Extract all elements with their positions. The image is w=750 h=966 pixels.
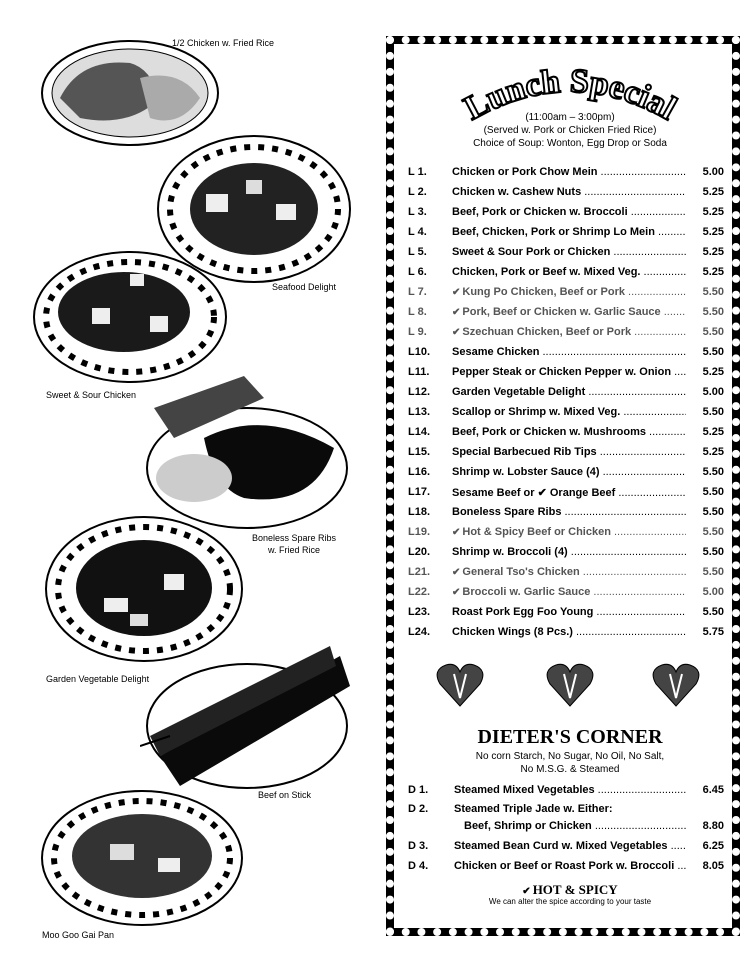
caption-moo-goo: Moo Goo Gai Pan: [42, 930, 115, 940]
hot-spicy-note: We can alter the spice according to your taste: [488, 897, 652, 906]
item-name-text: Szechuan Chicken, Beef or Pork: [462, 326, 632, 338]
item-name: [452, 526, 686, 538]
spare-ribs-photo: [144, 368, 350, 536]
item-price: 5.50: [702, 406, 724, 418]
item-code: L20.: [408, 546, 431, 558]
item-code: L 1.: [408, 166, 427, 178]
item-code: L17.: [408, 486, 431, 498]
menu-item-row: [408, 546, 724, 558]
item-price: 5.25: [702, 246, 724, 258]
item-name: [452, 386, 686, 398]
sweet-sour-chicken-photo: [32, 250, 228, 385]
item-price: 5.25: [702, 266, 724, 278]
item-name-text: Shrimp w. Lobster Sauce (4): [452, 466, 600, 478]
menu-item-row: [408, 566, 724, 578]
dieters-corner-title: DIETER'S CORNER: [477, 726, 663, 748]
item-price: 5.50: [702, 606, 724, 618]
beef-on-stick-photo: [140, 636, 354, 796]
item-code: D 3.: [408, 840, 429, 852]
item-code: D 2.: [408, 803, 429, 815]
item-code: L 2.: [408, 186, 427, 198]
item-name: [452, 306, 686, 318]
item-name: Chicken or Beef or Roast Pork w. Broccoli .....: [454, 860, 686, 872]
menu-item-row: [408, 466, 724, 478]
menu-item-row: [408, 306, 724, 318]
item-name: [452, 186, 686, 198]
item-code: L 5.: [408, 246, 427, 258]
item-name: [452, 626, 686, 638]
dieter-item-row: [408, 820, 724, 832]
item-price: 5.50: [702, 506, 724, 518]
lunch-soup: Choice of Soup: Wonton, Egg Drop or Soda: [473, 138, 667, 149]
item-name-text: Hot & Spicy Beef or Chicken: [462, 526, 611, 538]
item-code: L12.: [408, 386, 431, 398]
item-name-text: Beef, Pork or Chicken w. Mushrooms: [452, 426, 646, 438]
item-price: 5.25: [702, 186, 724, 198]
item-price: 5.00: [702, 386, 724, 398]
item-price: 5.25: [702, 366, 724, 378]
item-name: [452, 606, 686, 618]
dieter-item-row: [408, 840, 724, 852]
item-name-text: Boneless Spare Ribs: [452, 506, 562, 518]
item-price: 5.50: [702, 326, 724, 338]
chili-pepper-icon: ✔: [452, 327, 461, 338]
chili-pepper-icon: ✔: [452, 527, 461, 538]
menu-item-row: [408, 166, 724, 178]
item-price: 5.25: [702, 446, 724, 458]
item-code: L 9.: [408, 326, 427, 338]
menu-item-row: [408, 606, 724, 618]
caption-spare-ribs-1: Boneless Spare Ribs: [252, 533, 337, 543]
item-price: 5.50: [702, 306, 724, 318]
item-name-text: Kung Po Chicken, Beef or Pork: [462, 286, 625, 298]
item-name: [452, 226, 686, 238]
item-code: L24.: [408, 626, 431, 638]
item-price: [686, 803, 724, 815]
item-name-text: Beef, Pork or Chicken w. Broccoli: [452, 206, 628, 218]
item-price: 5.50: [702, 286, 724, 298]
item-name: [452, 506, 686, 518]
item-code: L 7.: [408, 286, 427, 298]
menu-item-row: [408, 226, 724, 238]
item-name: [452, 286, 686, 298]
lunch-hours: (11:00am – 3:00pm): [525, 112, 615, 123]
item-name: [452, 586, 686, 598]
menu-item-row: [408, 286, 724, 298]
menu-item-row: [408, 626, 724, 638]
chili-pepper-icon: ✔: [452, 587, 461, 598]
item-name-text: Chicken or Pork Chow Mein: [452, 166, 598, 178]
item-name: [452, 406, 686, 418]
chili-pepper-icon: ✔: [452, 287, 461, 298]
menu-item-row: [408, 446, 724, 458]
item-name-text: Garden Vegetable Delight: [452, 386, 586, 398]
lunch-served: (Served w. Pork or Chicken Fried Rice): [483, 125, 657, 136]
caption-seafood: Seafood Delight: [272, 282, 337, 292]
caption-beef-on-stick: Beef on Stick: [258, 790, 312, 800]
item-price: 5.50: [702, 566, 724, 578]
menu-item-row: [408, 346, 724, 358]
item-name: Steamed Bean Curd w. Mixed Vegetables .....: [454, 840, 686, 852]
item-name-text: Special Barbecued Rib Tips: [452, 446, 597, 458]
item-code: L14.: [408, 426, 431, 438]
item-name: [452, 466, 686, 478]
heart-icon: [652, 662, 700, 708]
item-name-text: Scallop or Shrimp w. Mixed Veg.: [452, 406, 621, 418]
heart-icon: [546, 662, 594, 708]
moo-goo-gai-pan-photo: [40, 788, 244, 928]
item-name-text: Chicken, Pork or Beef w. Mixed Veg.: [452, 266, 641, 278]
item-name-text: Sesame Chicken: [452, 346, 540, 358]
item-code: L 6.: [408, 266, 427, 278]
chili-pepper-icon: ✔: [452, 307, 461, 318]
item-price: 5.50: [702, 526, 724, 538]
item-price: 5.25: [702, 426, 724, 438]
item-price: 5.25: [702, 206, 724, 218]
item-name-text: Chicken Wings (8 Pcs.): [452, 626, 573, 638]
item-name: [452, 426, 686, 438]
item-name-text: General Tso's Chicken: [462, 566, 580, 578]
item-name-text: Beef, Chicken, Pork or Shrimp Lo Mein: [452, 226, 655, 238]
item-name-text: Chicken w. Cashew Nuts: [452, 186, 582, 198]
item-name: [452, 266, 686, 278]
item-name-text: Sweet & Sour Pork or Chicken: [452, 246, 611, 258]
item-name: Beef, Shrimp or Chicken .....: [454, 820, 686, 832]
menu-item-row: [408, 386, 724, 398]
item-price: 5.50: [702, 466, 724, 478]
chili-pepper-icon: ✔: [522, 886, 531, 897]
item-price: 5.50: [702, 346, 724, 358]
item-code: L10.: [408, 346, 431, 358]
item-price: 5.00: [702, 166, 724, 178]
dieter-note-2: No M.S.G. & Steamed: [520, 764, 620, 775]
hot-spicy-label: ✔ HOT & SPICY: [522, 882, 618, 897]
item-price: 6.25: [702, 840, 724, 852]
item-name-text: Pepper Steak or Chicken Pepper w. Onion: [452, 366, 672, 378]
item-code: L 3.: [408, 206, 427, 218]
dieter-item-row: [408, 860, 724, 872]
item-name-text: Shrimp w. Broccoli (4): [452, 546, 568, 558]
lunch-title-text: Lunch Special: [458, 62, 683, 128]
item-code: D 1.: [408, 784, 429, 796]
caption-garden-veg: Garden Vegetable Delight: [46, 674, 150, 684]
item-name: [452, 326, 686, 338]
menu-item-row: [408, 206, 724, 218]
item-price: 6.45: [702, 784, 724, 796]
item-name-text: Pork, Beef or Chicken w. Garlic Sauce: [462, 306, 661, 318]
item-name: [452, 566, 686, 578]
item-name: [452, 246, 686, 258]
dieter-note-1: No corn Starch, No Sugar, No Oil, No Salt,: [475, 751, 665, 762]
dieter-item-row: [408, 803, 724, 815]
chili-pepper-icon: ✔: [452, 567, 461, 578]
item-code: L18.: [408, 506, 431, 518]
item-price: 8.05: [702, 860, 724, 872]
item-price: 5.25: [702, 226, 724, 238]
item-price: 8.80: [702, 820, 724, 832]
menu-item-row: [408, 506, 724, 518]
menu-item-row: [408, 426, 724, 438]
caption-sweet-sour: Sweet & Sour Chicken: [46, 390, 137, 400]
half-chicken-photo: [40, 38, 220, 148]
menu-item-row: [408, 326, 724, 338]
caption-spare-ribs-2: w. Fried Rice: [268, 545, 321, 555]
item-price: 5.50: [702, 546, 724, 558]
item-code: L11.: [408, 366, 430, 378]
item-code: L22.: [408, 586, 431, 598]
item-code: L13.: [408, 406, 431, 418]
menu-item-row: [408, 406, 724, 418]
item-name: [452, 446, 686, 458]
item-code: L16.: [408, 466, 431, 478]
menu-item-row: [408, 586, 724, 598]
item-code: L21.: [408, 566, 431, 578]
item-code: L15.: [408, 446, 431, 458]
item-name: [452, 346, 686, 358]
item-name-text: Broccoli w. Garlic Sauce: [462, 586, 591, 598]
menu-item-row: [408, 526, 724, 538]
item-name-text: Roast Pork Egg Foo Young: [452, 606, 594, 618]
dieter-item-row: [408, 784, 724, 796]
item-name: [452, 546, 686, 558]
menu-item-row: [408, 266, 724, 278]
menu-item-row: [408, 486, 724, 499]
menu-item-row: [408, 186, 724, 198]
item-price: 5.75: [702, 626, 724, 638]
item-name: Steamed Mixed Vegetables .....: [454, 784, 686, 796]
item-code: L19.: [408, 526, 431, 538]
menu-item-row: [408, 366, 724, 378]
caption-half-chicken: 1/2 Chicken w. Fried Rice: [172, 38, 275, 48]
menu-item-row: [408, 246, 724, 258]
item-code: D 4.: [408, 860, 429, 872]
item-name-text: Sesame Beef or ✔ Orange Beef: [452, 487, 616, 499]
item-code: L 8.: [408, 306, 427, 318]
item-price: 5.00: [702, 586, 724, 598]
item-name: [452, 366, 686, 378]
item-price: 5.50: [702, 486, 724, 498]
item-name: [452, 206, 686, 218]
item-name: Steamed Triple Jade w. Either:: [454, 803, 613, 815]
item-code: [408, 820, 454, 832]
item-name: [452, 486, 686, 499]
heart-icon: [436, 662, 484, 708]
item-code: L 4.: [408, 226, 427, 238]
item-name: [452, 166, 686, 178]
item-code: L23.: [408, 606, 431, 618]
